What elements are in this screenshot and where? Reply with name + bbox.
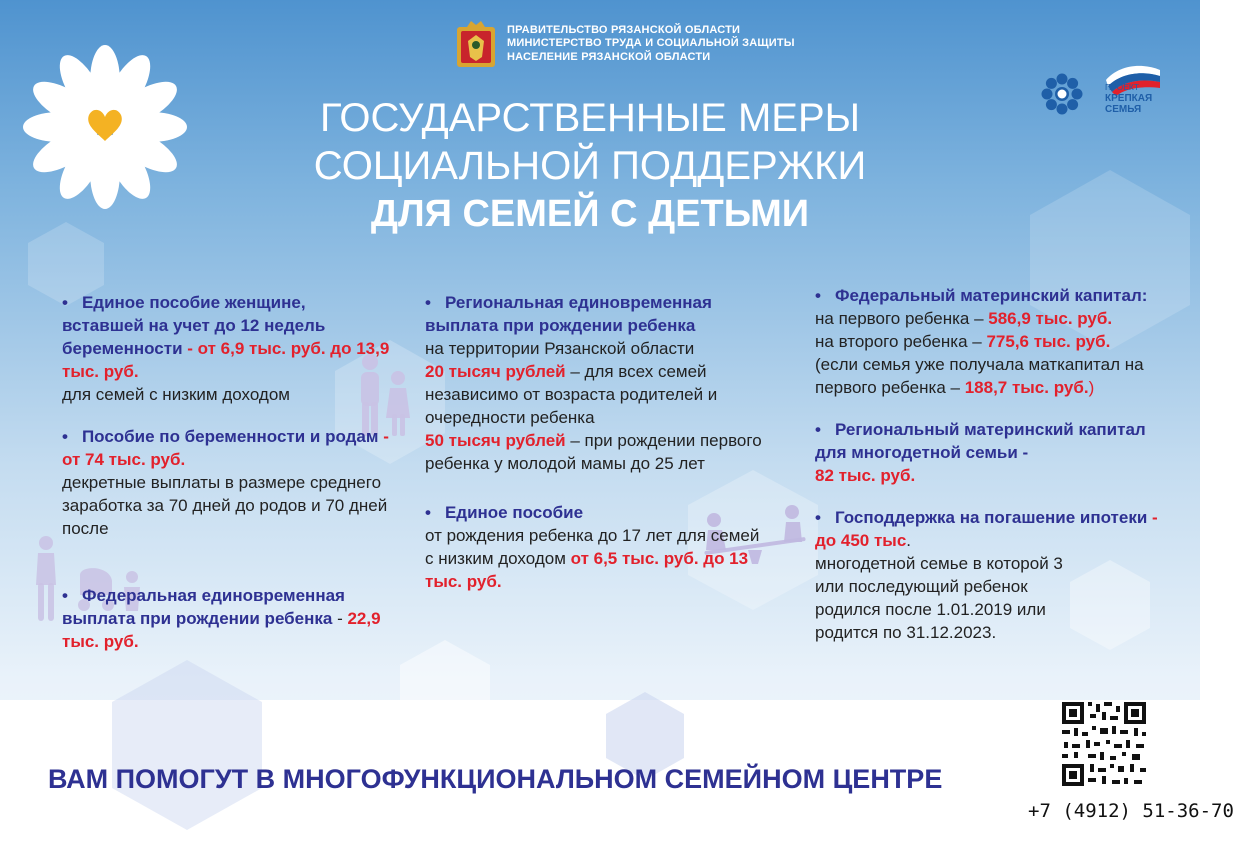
bullet-icon: • [62, 586, 68, 605]
logo-text [1105, 82, 1152, 115]
benefit-amount: 82 тыс. руб. [815, 466, 916, 485]
benefit-regional-birth [425, 291, 770, 475]
benefit-maternity [62, 425, 392, 540]
logo-line-family: СЕМЬЯ [1105, 104, 1142, 115]
logo-line-project: ПРОЕКТ [1105, 82, 1140, 92]
bullet-icon: • [62, 293, 68, 312]
benefit-federal-birth [62, 584, 392, 653]
benefit-amount: от 74 тыс. руб. [62, 450, 186, 469]
benefit-regional-maternity-capital [815, 418, 1175, 487]
title-line-3: ДЛЯ СЕМЕЙ С ДЕТЬМИ [370, 193, 810, 235]
coat-of-arms-icon [455, 19, 497, 69]
benefit-description: на территории Рязанской области [425, 339, 695, 358]
benefit-description: для семей с низким доходом [62, 385, 290, 404]
benefit-note: (если семья уже получала маткапитал на первого ребенка – [815, 355, 1144, 397]
logo-line-strong: КРЕПКАЯ [1105, 93, 1153, 104]
bullet-icon: • [815, 420, 821, 439]
column-1 [62, 291, 392, 672]
benefit-amount: до 450 тыс [815, 531, 907, 550]
column-2 [425, 291, 770, 612]
org-line-ministry: МИНИСТЕРСТВО ТРУДА И СОЦИАЛЬНОЙ ЗАЩИТЫ [507, 37, 795, 50]
qr-code-icon[interactable] [1060, 700, 1148, 788]
benefit-amount: от 6,9 тыс. руб. до 13,9 тыс. руб. [62, 339, 390, 381]
organization-names [507, 24, 795, 65]
bullet-icon: • [815, 286, 821, 305]
phone-number[interactable]: +7 (4912) 51-36-70 [1028, 800, 1234, 822]
benefit-amount: 188,7 тыс. руб. [964, 378, 1089, 397]
benefit-dash: - [182, 339, 198, 358]
page-title [250, 94, 930, 238]
benefit-heading: Единое пособие [444, 503, 584, 522]
family-center-call-to-action: ВАМ ПОМОГУТ В МНОГОФУНКЦИОНАЛЬНОМ СЕМЕЙНОМ ЦЕНТРЕ [48, 764, 943, 794]
bullet-icon: • [815, 508, 821, 527]
benefit-dash: - [378, 427, 389, 446]
benefit-heading: Единое пособие женщине, вставшей на учет до 12 недель беременности [62, 293, 326, 358]
benefit-amount: 22,9 тыс. руб. [62, 609, 381, 651]
benefit-dot: . [906, 531, 912, 550]
benefit-label: на второго ребенка – [815, 332, 987, 351]
column-3 [815, 284, 1175, 663]
header [455, 18, 795, 70]
org-line-population: НАСЕЛЕНИЕ РЯЗАНСКОЙ ОБЛАСТИ [507, 50, 711, 63]
benefit-description: многодетной семье в которой 3 или последующий ребенок родился после 1.01.2019 или родится по 31.12.2023. [815, 554, 1063, 642]
daisy-flower-icon [20, 42, 190, 212]
benefit-amount: 20 тысяч рублей [425, 362, 566, 381]
benefit-federal-maternity-capital [815, 284, 1175, 399]
bullet-icon: • [62, 427, 68, 446]
benefit-label: на первого ребенка – [815, 309, 989, 328]
benefit-heading: Региональный материнский капитал для многодетной семьи - [815, 420, 1146, 462]
benefit-amount: 775,6 тыс. руб. [986, 332, 1111, 351]
benefit-heading: Пособие по беременности и родам [81, 427, 379, 446]
benefit-dash: - [332, 609, 348, 628]
benefit-dash: - [1147, 508, 1158, 527]
org-line-government: ПРАВИТЕЛЬСТВО РЯЗАНСКОЙ ОБЛАСТИ [507, 23, 741, 36]
benefit-heading: Региональная единовременная выплата при рождении ребенка [425, 293, 712, 335]
bullet-icon: • [425, 503, 431, 522]
benefit-description: от рождения ребенка до 17 лет для семей с низким доходом [425, 526, 760, 568]
benefit-heading: Господдержка на погашение ипотеки [834, 508, 1148, 527]
benefit-heading: Федеральная единовременная выплата при рождении ребенка [62, 586, 345, 628]
bullet-icon: • [425, 293, 431, 312]
benefit-heading: Федеральный материнский капитал: [834, 286, 1148, 305]
benefit-mortgage-support [815, 506, 1175, 644]
benefit-description: – для всех семей независимо от возраста родителей и очередности ребенка [425, 362, 718, 427]
benefit-note-end: ) [1088, 378, 1095, 397]
benefit-amount: 586,9 тыс. руб. [988, 309, 1113, 328]
hexagon-decoration [112, 660, 262, 830]
title-line-2: СОЦИАЛЬНОЙ ПОДДЕРЖКИ [313, 144, 867, 188]
benefit-description: – при рождении первого ребенка у молодой мамы до 25 лет [425, 431, 762, 473]
benefit-unified-allowance [425, 501, 770, 593]
benefit-amount: 50 тысяч рублей [425, 431, 566, 450]
benefit-unified-pregnancy [62, 291, 392, 406]
benefit-amount: от 6,5 тыс. руб. до 13 тыс. руб. [425, 549, 749, 591]
title-line-1: ГОСУДАРСТВЕННЫЕ МЕРЫ [319, 96, 861, 140]
benefit-description: декретные выплаты в размере среднего заработка за 70 дней до родов и 70 дней после [62, 473, 388, 538]
